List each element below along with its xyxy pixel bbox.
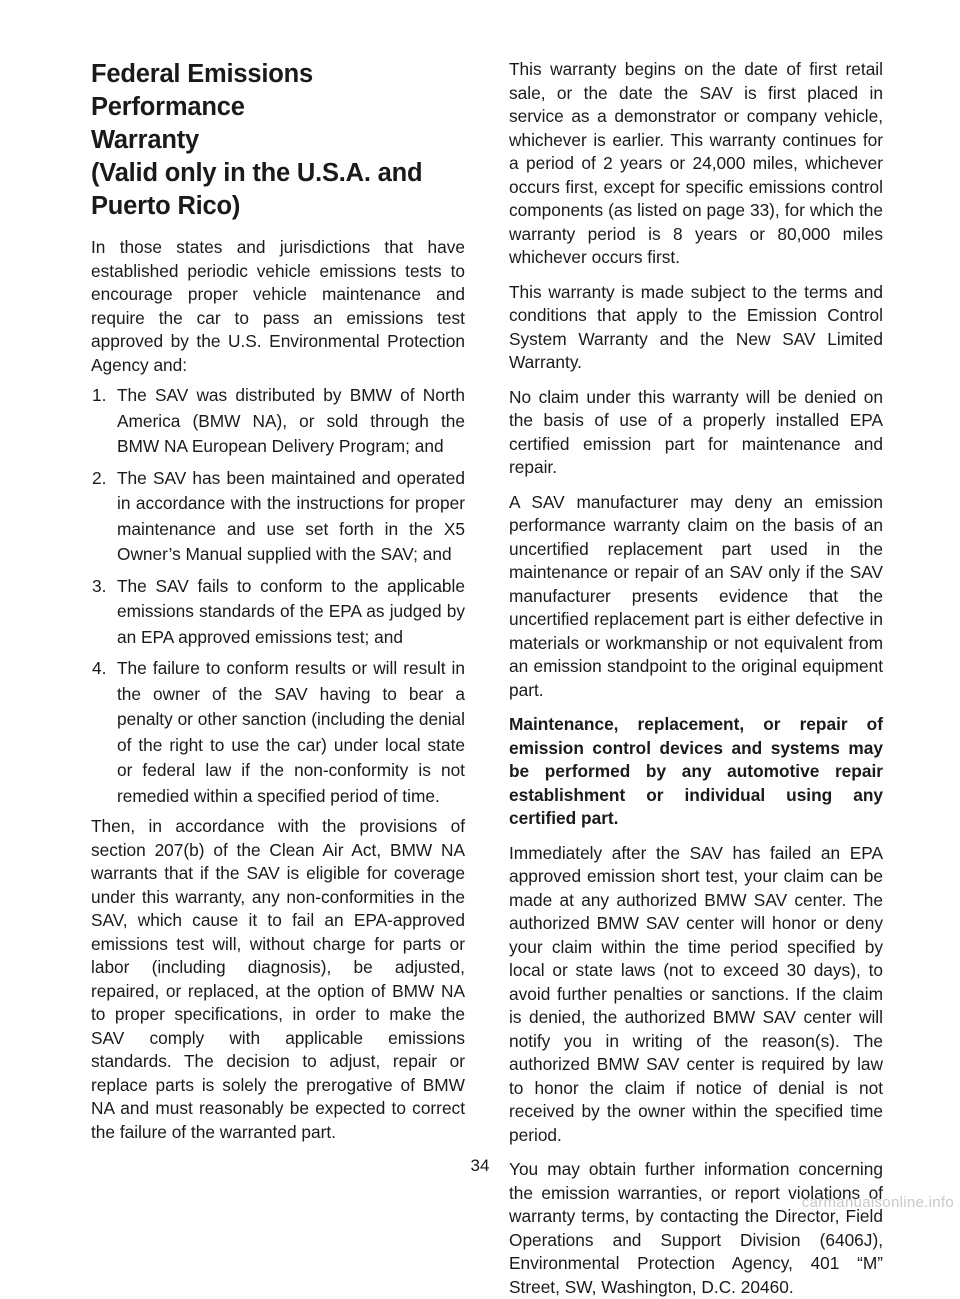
certified-part-paragraph: No claim under this warranty will be denied on the basis of use of a properly installed EPA certified emission part for maintenance and repair. xyxy=(509,386,883,477)
list-number: 3. xyxy=(92,575,107,596)
list-text: The failure to conform results or will result in the owner of the SAV having to bear a penalty or other sanction (including the denial of the right to use the car) under local state or federal law if the non-conformity is not remedied within a specified period of time. xyxy=(117,658,465,806)
list-number: 4. xyxy=(92,658,107,678)
list-item xyxy=(91,656,465,809)
title-line: (Valid only in the U.S.A. and xyxy=(91,159,423,187)
list-text: The SAV has been maintained and operated in accordance with the instructions for proper maintenance and use set forth in the X5 Owner’s Manual supplied with the SAV; and xyxy=(117,467,465,564)
right-column xyxy=(509,58,883,1299)
list-text: The SAV fails to conform to the applicable emissions standards of the EPA as judged by an EPA approved emissions test; and xyxy=(117,575,465,647)
warranty-period-paragraph: This warranty begins on the date of first retail sale, or the date the SAV is first placed in service as a demonstrator or company vehicle, whichever is earlier. This warranty continues for a period of 2 years or 24,000 miles, whichever occurs first, except for specific emissions control components (as listed on page 33), for which the warranty period is 8 years or 80,000 miles whichever occurs first. xyxy=(509,59,883,267)
closing-paragraph: Then, in accordance with the provisions of section 207(b) of the Clean Air Act, BMW NA warrants that if the SAV is eligible for coverage under this warranty, any non-conformities in the SAV, which cause it to fail an EPA-approved emissions test will, without charge for parts or labor (including diagnosis), be adjusted, repaired, or replaced, at the option of BMW NA to proper specifications, in order to make the SAV comply with applicable emissions standards. The decision to adjust, repair or replace parts is solely the prerogative of BMW NA and must reasonably be expected to correct the failure of the warranted part. xyxy=(91,816,465,1142)
intro-paragraph: In those states and jurisdictions that have established periodic vehicle emissions tests to encourage proper vehicle maintenance and require the car to pass an emissions test approved by the U.S. Environmental Protection Agency and: xyxy=(91,237,465,375)
list-item xyxy=(91,574,465,651)
title-line: Federal Emissions Performance xyxy=(91,60,313,121)
list-item xyxy=(91,383,465,460)
list-number: 1. xyxy=(92,385,107,405)
list-item xyxy=(91,466,465,568)
claim-paragraph: Immediately after the SAV has failed an EPA approved emission short test, your claim can be made at any authorized BMW SAV center. The authorized BMW SAV center will honor or deny your claim within the time period specified by local or state laws (not to exceed 30 days), to avoid further penalties or sanctions. If the claim is denied, the authorized BMW SAV center will notify you in writing of the reason(s). The authorized BMW SAV center is required by law to honor the claim if notice of denial is not received by the owner within the specified time period. xyxy=(509,842,883,1145)
title-line: Puerto Rico) xyxy=(91,192,241,220)
left-column xyxy=(91,58,465,1144)
page-number: 34 xyxy=(470,1156,490,1175)
title-line: Warranty xyxy=(91,126,199,154)
contact-paragraph: You may obtain further information concerning the emission warranties, or report violations of warranty terms, by contacting the Director, Field Operations and Support Division (6406J), Environmental Protection Agency, 401 “M” Street, SW, Washington, D.C. 20460. xyxy=(509,1159,883,1297)
list-number: 2. xyxy=(92,467,107,488)
section-title xyxy=(91,58,465,223)
watermark-text: carmanualsonline.info xyxy=(801,1194,954,1211)
terms-paragraph: This warranty is made subject to the terms and conditions that apply to the Emission Control System Warranty and the New SAV Limited Warranty. xyxy=(509,281,883,372)
uncertified-part-paragraph: A SAV manufacturer may deny an emission performance warranty claim on the basis of an uncertified replacement part used in the maintenance or repair of an SAV only if the SAV manufacturer presents evidence that the uncertified replacement part is either defective in materials or workmanship or not equivalent from an emission standpoint to the original equipment part. xyxy=(509,491,883,700)
conditions-list xyxy=(91,383,465,809)
list-text: The SAV was distributed by BMW of North America (BMW NA), or sold through the BMW NA European Delivery Program; and xyxy=(117,385,465,456)
repair-notice-paragraph: Maintenance, replacement, or repair of emission control devices and systems may be performed by any automotive repair establishment or individual using any certified part. xyxy=(509,714,883,828)
